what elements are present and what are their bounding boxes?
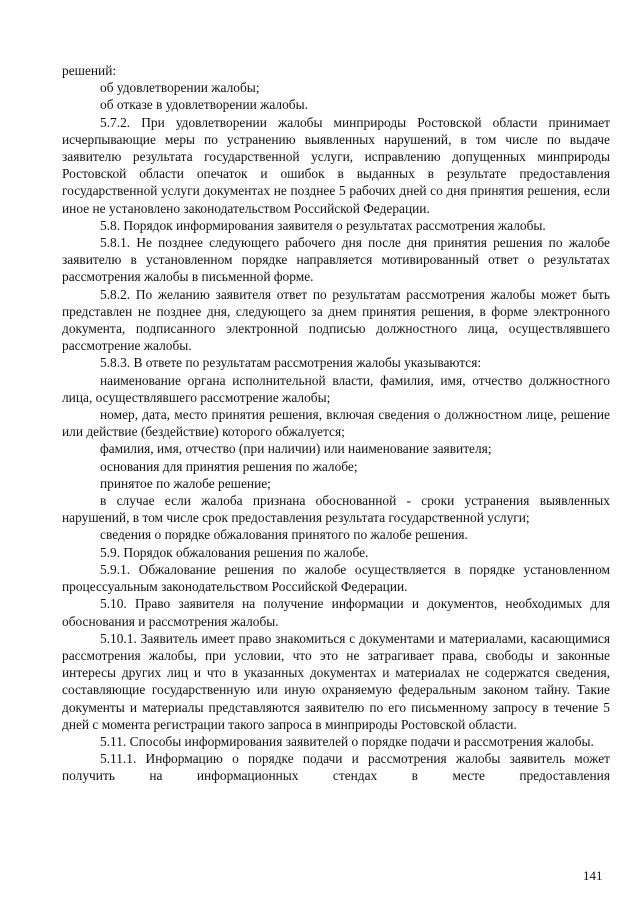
paragraph: номер, дата, место принятия решения, включая сведения о должностном лице, решение или действие (бездействие) которого обжалуется; — [62, 407, 610, 440]
paragraph: 5.8.3. В ответе по результатам рассмотрения жалобы указываются: — [100, 355, 482, 371]
paragraph: 5.9.1. Обжалование решения по жалобе осуществляется в порядке установленном процессуальным законодательством Российской Федерации. — [62, 561, 610, 595]
paragraph: 5.8.2. По желанию заявителя ответ по результатам рассмотрения жалобы может быть представлен не позднее дня, следующего за днем принятия решения, в форме электронного документа, подписанного электронной подписью должностного лица, осуществлявшего рассмотрение жалобы. — [62, 286, 610, 354]
paragraph: решений: — [62, 63, 117, 78]
paragraph: 5.10.1. Заявитель имеет право знакомиться с документами и материалами, касающимися рассмотрения жалобы, при условии, что это не затрагивает права, свободы и законные интересы других лиц и что в указанных документах и материалах не содержатся сведения, составляющие государственную или иную охраняемую федеральным законом тайну. Такие документы и материалы представляются заявителю по его письменному запросу в течение 5 дней с момента регистрации такого запроса в минприроды Ростовской области. — [62, 630, 610, 732]
paragraph: 5.8.1. Не позднее следующего рабочего дня после дня принятия решения по жалобе заявителю в установленном порядке направляется мотивированный ответ о результатах рассмотрения жалобы в письменной форме. — [62, 235, 610, 285]
paragraph: фамилия, имя, отчество (при наличии) или наименование заявителя; — [100, 441, 492, 457]
paragraph: 5.10. Право заявителя на получение информации и документов, необходимых для обоснования и рассмотрения жалобы. — [62, 596, 610, 629]
paragraph: принятое по жалобе решение; — [100, 475, 271, 491]
paragraph: 5.11.1. Информацию о порядке подачи и рассмотрения жалобы заявитель может получить на информационных стендах в месте предоставления — [62, 751, 610, 784]
page-number: 141 — [583, 868, 603, 883]
paragraph: 5.9. Порядок обжалования решения по жалобе. — [100, 544, 369, 560]
paragraph: основания для принятия решения по жалобе; — [100, 458, 358, 474]
paragraph: сведения о порядке обжалования принятого по жалобе решения. — [100, 527, 468, 543]
paragraph: 5.11. Способы информирования заявителей о порядке подачи и рассмотрения жалобы. — [100, 733, 594, 749]
paragraph: об отказе в удовлетворении жалобы. — [100, 97, 308, 113]
document-body — [62, 62, 610, 785]
paragraph: 5.7.2. При удовлетворении жалобы минприроды Ростовской области принимает исчерпывающие меры по устранению выявленных нарушений, в том числе по выдаче заявителю результата государственной услуги, исправлению допущенных минприроды Ростовской области опечаток и ошибок в выданных в результате предоставления государственной услуги документах не позднее 5 рабочих дней со дня принятия решения, если иное не установлено законодательством Российской Федерации. — [62, 114, 610, 216]
paragraph: 5.8. Порядок информирования заявителя о результатах рассмотрения жалобы. — [100, 217, 546, 233]
paragraph: об удовлетворении жалобы; — [100, 80, 260, 96]
paragraph: в случае если жалоба признана обоснованной - сроки устранения выявленных нарушений, в том числе срок предоставления результата государственной услуги; — [62, 493, 610, 526]
paragraph: наименование органа исполнительной власти, фамилия, имя, отчество должностного лица, осуществлявшего рассмотрение жалобы; — [62, 372, 610, 405]
